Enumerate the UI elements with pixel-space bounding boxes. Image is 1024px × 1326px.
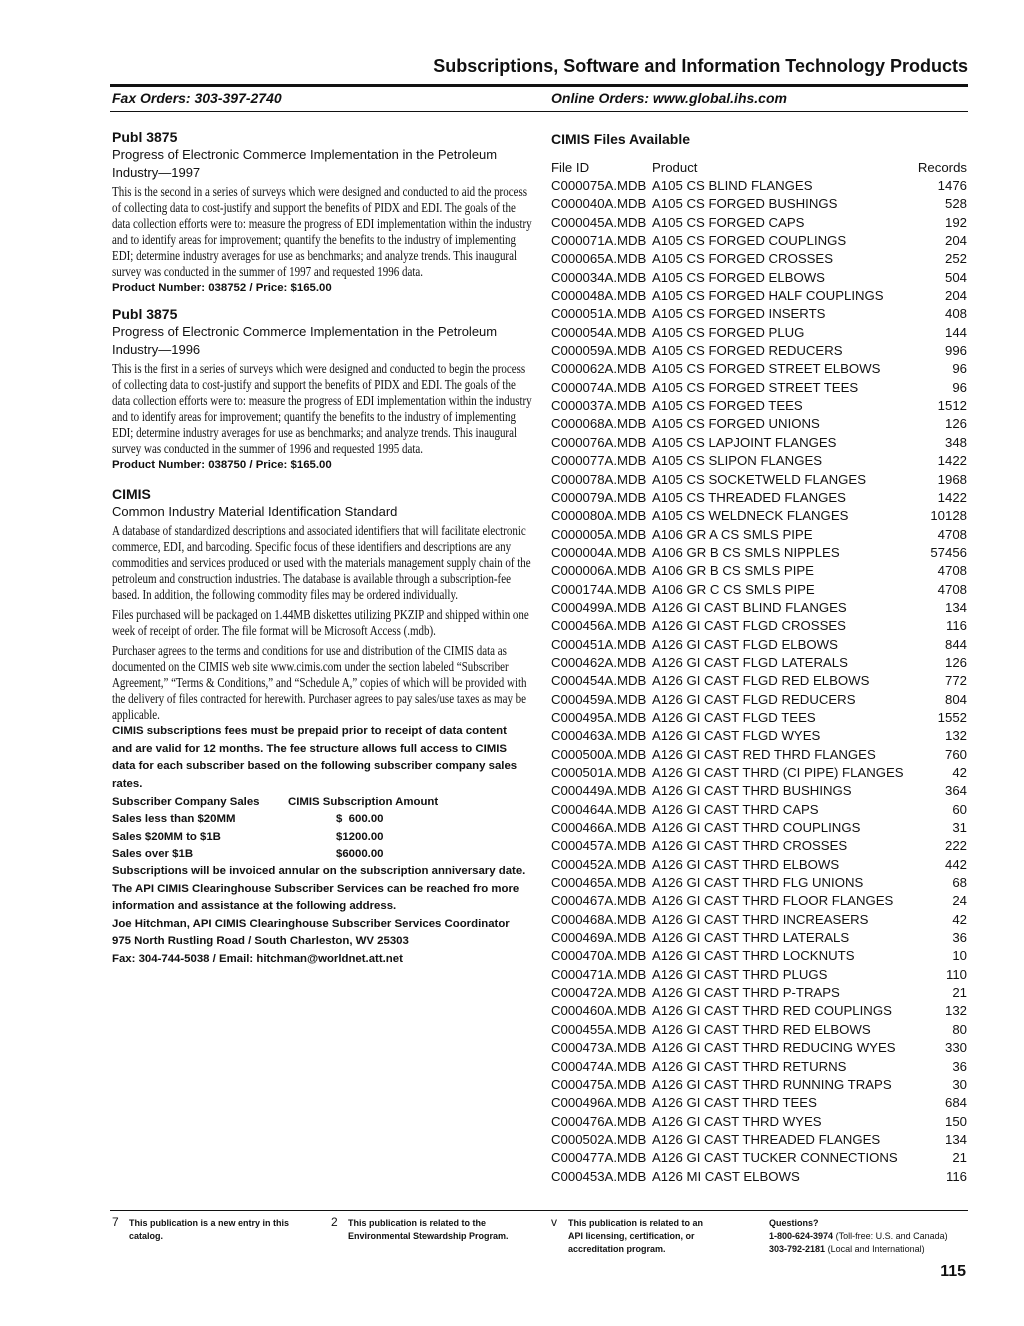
table-row bbox=[551, 1149, 967, 1167]
file-id-cell: C000459A.MDB bbox=[551, 691, 647, 707]
records-cell: 772 bbox=[944, 673, 967, 689]
table-row bbox=[551, 910, 967, 928]
table-row bbox=[551, 598, 967, 616]
product-cell: A126 GI CAST THRD LOCKNUTS bbox=[652, 948, 855, 964]
product-cell: A106 GR C CS SMLS PIPE bbox=[652, 581, 815, 597]
records-cell: 126 bbox=[944, 416, 967, 432]
product-cell: A126 GI CAST THRD TEES bbox=[652, 1095, 817, 1111]
fee-header-amount: CIMIS Subscription Amount bbox=[288, 795, 439, 808]
page-number: 115 bbox=[940, 1263, 966, 1280]
file-id-cell: C000502A.MDB bbox=[551, 1131, 647, 1147]
file-id-cell: C000040A.MDB bbox=[551, 196, 647, 212]
records-cell: 30 bbox=[952, 1076, 967, 1092]
contact-note: Subscriptions will be invoiced annular on the subscription anniversary date. The API CIMIS Clearinghouse Subscriber Services can be reached fro more information and assistance at the following address. bbox=[112, 865, 526, 912]
records-cell: 4708 bbox=[937, 563, 967, 579]
product-cell: A126 GI CAST FLGD RED ELBOWS bbox=[652, 673, 870, 689]
product-cell: A105 CS FORGED PLUG bbox=[652, 324, 805, 340]
phone-local-note: (Local and International) bbox=[827, 1244, 925, 1254]
records-cell: 204 bbox=[944, 233, 967, 249]
table-row bbox=[551, 782, 967, 800]
product-cell: A126 GI CAST THRD RETURNS bbox=[652, 1058, 847, 1074]
fee-amount: $ 600.00 bbox=[336, 813, 384, 826]
file-id-cell: C000469A.MDB bbox=[551, 930, 647, 946]
fee-table bbox=[112, 793, 438, 863]
table-row bbox=[551, 360, 967, 378]
table-row bbox=[551, 800, 967, 818]
fee-sales: Sales less than $20MM bbox=[112, 813, 236, 826]
records-cell: 1552 bbox=[937, 709, 967, 725]
records-cell: 1512 bbox=[937, 398, 967, 414]
file-id-cell: C000460A.MDB bbox=[551, 1003, 647, 1019]
records-cell: 760 bbox=[944, 746, 967, 762]
records-cell: 204 bbox=[944, 288, 967, 304]
table-row bbox=[551, 488, 967, 506]
records-cell: 134 bbox=[944, 599, 967, 615]
records-cell: 1476 bbox=[937, 178, 967, 194]
file-id-cell: C000471A.MDB bbox=[551, 966, 647, 982]
product-number: Product Number: 038750 / Price: $165.00 bbox=[112, 458, 332, 471]
phone-tollfree: 1-800-624-3974 bbox=[769, 1231, 834, 1241]
table-row bbox=[551, 415, 967, 433]
table-row bbox=[551, 690, 967, 708]
records-cell: 96 bbox=[952, 379, 967, 395]
table-row bbox=[551, 525, 967, 543]
product-cell: A126 GI CAST THRD RED COUPLINGS bbox=[652, 1003, 892, 1019]
table-row bbox=[551, 727, 967, 745]
product-cell: A126 GI CAST THRD COUPLINGS bbox=[652, 820, 861, 836]
table-row bbox=[551, 396, 967, 414]
table-row bbox=[551, 873, 967, 891]
section-title: Publ 3875 bbox=[112, 305, 178, 322]
table-row bbox=[551, 818, 967, 836]
file-id-cell: C000466A.MDB bbox=[551, 820, 647, 836]
file-id-cell: C000496A.MDB bbox=[551, 1095, 647, 1111]
right-column bbox=[551, 130, 967, 1185]
records-cell: 57456 bbox=[930, 544, 967, 560]
file-id-cell: C000077A.MDB bbox=[551, 453, 647, 469]
file-id-cell: C000076A.MDB bbox=[551, 434, 647, 450]
records-cell: 252 bbox=[944, 251, 967, 267]
section-subtitle: Progress of Electronic Commerce Implementation in the Petroleum Industry—1996 bbox=[112, 323, 498, 357]
product-cell: A126 GI CAST FLGD CROSSES bbox=[652, 618, 846, 634]
product-cell: A105 CS THREADED FLANGES bbox=[652, 489, 846, 505]
table-row bbox=[551, 1167, 967, 1185]
page-title: Subscriptions, Software and Information Technology Products bbox=[433, 56, 968, 76]
section-title: Publ 3875 bbox=[112, 129, 178, 145]
fee-sales: Sales over $1B bbox=[112, 848, 194, 861]
publ-1997 bbox=[112, 129, 532, 298]
records-cell: 442 bbox=[944, 856, 967, 872]
fee-row bbox=[112, 846, 438, 864]
records-cell: 504 bbox=[944, 269, 967, 285]
records-cell: 996 bbox=[944, 343, 967, 359]
records-cell: 408 bbox=[944, 306, 967, 322]
footer-note-text: This publication is related to an API licensing, certification, or accreditation program. bbox=[568, 1218, 704, 1254]
product-cell: A126 GI CAST THRD RUNNING TRAPS bbox=[652, 1076, 892, 1092]
file-id-cell: C000054A.MDB bbox=[551, 324, 647, 340]
file-id-cell: C000473A.MDB bbox=[551, 1040, 647, 1056]
file-id-cell: C000456A.MDB bbox=[551, 618, 647, 634]
file-id-cell: C000470A.MDB bbox=[551, 948, 647, 964]
table-row bbox=[551, 341, 967, 359]
table-row bbox=[551, 745, 967, 763]
questions-block bbox=[769, 1217, 969, 1256]
table-body bbox=[551, 176, 967, 1185]
table-row bbox=[551, 1130, 967, 1148]
table-row bbox=[551, 176, 967, 194]
records-cell: 60 bbox=[952, 801, 967, 817]
records-cell: 21 bbox=[952, 985, 967, 1001]
file-id-cell: C000475A.MDB bbox=[551, 1076, 647, 1092]
records-cell: 132 bbox=[944, 728, 967, 744]
section-body: This is the first in a series of surveys which were designed and conducted to begin the process of collecting data to cost-justify and support the benefits of PIDX and EDI. The goals of the data collection efforts were to: measure the progress of EDI implementation within the industry and to identify areas for improvement; quantify the benefits to the industry of implementing EDI; determine industry averages for use as benchmarks; and analyze trends. This inaugural survey was conducted in the summer of 1996 and requested 1995 data. bbox=[112, 360, 532, 456]
product-cell: A106 GR B CS SMLS PIPE bbox=[652, 563, 814, 579]
file-id-cell: C000051A.MDB bbox=[551, 306, 647, 322]
product-cell: A106 GR B CS SMLS NIPPLES bbox=[652, 544, 840, 560]
table-row bbox=[551, 1112, 967, 1130]
table-row bbox=[551, 543, 967, 561]
records-cell: 134 bbox=[944, 1131, 967, 1147]
records-cell: 42 bbox=[952, 911, 967, 927]
left-column bbox=[112, 129, 532, 968]
file-id-cell: C000476A.MDB bbox=[551, 1113, 647, 1129]
phone-tollfree-note: (Toll-free: U.S. and Canada) bbox=[835, 1231, 948, 1241]
product-cell: A126 GI CAST THRD PLUGS bbox=[652, 966, 828, 982]
phone-local: 303-792-2181 bbox=[769, 1244, 826, 1254]
table-header bbox=[551, 158, 967, 176]
cimis-paragraph-1: A database of standardized descriptions and associated identifiers that will facilitate electronic commerce, EDI, and barcoding. Specific focus of these identifiers and descriptions are any commodities and services produced or used with the materials management supply chain of the petroleum and construction industries. The database is available through a subscription-fee based. In addition, the following commodity files may be ordered individually. bbox=[112, 523, 531, 602]
table-row bbox=[551, 892, 967, 910]
records-cell: 192 bbox=[944, 214, 967, 230]
fees-note: CIMIS subscriptions fees must be prepaid prior to receipt of data content and are valid for 12 months. The fee structure allows full access to CIMIS data for each subscriber based on the following subscriber company sales rates. bbox=[112, 725, 518, 790]
file-id-cell: C000075A.MDB bbox=[551, 178, 647, 194]
product-cell: A126 GI CAST THREADED FLANGES bbox=[652, 1131, 881, 1147]
product-cell: A105 CS FORGED HALF COUPLINGS bbox=[652, 288, 884, 304]
section-body: This is the second in a series of surveys which were designed and conducted to aid the process of collecting data to cost-justify and support the benefits of PIDX and EDI. The goals of the data collection efforts were to: measure the progress of EDI implementation within the industry and to identify areas for improvement; quantify the benefits to the industry of implementing EDI; determine industry averages for use as benchmarks; and analyze trends. This inaugural survey was conducted in the summer of 1997 and requested 1996 data. bbox=[112, 184, 532, 279]
contact-name: Joe Hitchman, API CIMIS Clearinghouse Subscriber Services Coordinator bbox=[112, 917, 510, 930]
file-id-cell: C000005A.MDB bbox=[551, 526, 647, 542]
file-id-cell: C000045A.MDB bbox=[551, 214, 647, 230]
product-cell: A105 CS FORGED UNIONS bbox=[652, 416, 820, 432]
table-row bbox=[551, 635, 967, 653]
product-cell: A126 GI CAST THRD REDUCING WYES bbox=[652, 1040, 896, 1056]
table-row bbox=[551, 305, 967, 323]
records-cell: 116 bbox=[945, 1168, 967, 1184]
footer-note-text: This publication is a new entry in this catalog. bbox=[129, 1218, 290, 1241]
fee-header-sales: Subscriber Company Sales bbox=[112, 795, 260, 808]
file-id-cell: C000059A.MDB bbox=[551, 343, 647, 359]
product-cell: A126 GI CAST THRD WYES bbox=[652, 1113, 822, 1129]
records-cell: 42 bbox=[952, 765, 967, 781]
product-cell: A105 CS FORGED INSERTS bbox=[652, 306, 826, 322]
file-id-cell: C000468A.MDB bbox=[551, 911, 647, 927]
records-cell: 222 bbox=[944, 838, 967, 854]
records-cell: 1422 bbox=[937, 489, 967, 505]
records-cell: 844 bbox=[944, 636, 967, 652]
records-cell: 144 bbox=[944, 324, 967, 340]
records-cell: 150 bbox=[944, 1113, 967, 1129]
records-cell: 68 bbox=[952, 875, 967, 891]
records-cell: 4708 bbox=[937, 581, 967, 597]
file-id-cell: C000048A.MDB bbox=[551, 288, 647, 304]
cimis-files-title: CIMIS Files Available bbox=[551, 131, 691, 147]
product-cell: A105 CS FORGED BUSHINGS bbox=[652, 196, 838, 212]
file-id-cell: C000477A.MDB bbox=[551, 1150, 647, 1166]
product-cell: A126 GI CAST FLGD ELBOWS bbox=[652, 636, 838, 652]
table-row bbox=[551, 763, 967, 781]
contact-address: 975 North Rustling Road / South Charleston, WV 25303 bbox=[112, 935, 409, 947]
subheader-rule bbox=[110, 111, 968, 112]
product-cell: A126 GI CAST THRD (CI PIPE) FLANGES bbox=[652, 765, 904, 781]
records-cell: 116 bbox=[945, 618, 967, 634]
file-id-cell: C000464A.MDB bbox=[551, 801, 647, 817]
product-cell: A105 CS FORGED STREET TEES bbox=[652, 379, 859, 395]
file-id-cell: C000472A.MDB bbox=[551, 985, 647, 1001]
fee-table-header bbox=[112, 793, 438, 811]
fee-amount: $1200.00 bbox=[336, 830, 384, 843]
records-cell: 80 bbox=[952, 1021, 967, 1037]
records-cell: 364 bbox=[944, 783, 967, 799]
table-row bbox=[551, 947, 967, 965]
product-cell: A105 CS FORGED CROSSES bbox=[652, 251, 834, 267]
file-id-cell: C000474A.MDB bbox=[551, 1058, 647, 1074]
table-row bbox=[551, 562, 967, 580]
table-row bbox=[551, 323, 967, 341]
fee-row bbox=[112, 811, 438, 829]
file-id-cell: C000451A.MDB bbox=[551, 636, 647, 652]
records-cell: 1968 bbox=[937, 471, 967, 487]
records-cell: 21 bbox=[952, 1150, 967, 1166]
records-cell: 36 bbox=[952, 930, 967, 946]
table-row bbox=[551, 250, 967, 268]
product-cell: A106 GR A CS SMLS PIPE bbox=[652, 526, 813, 542]
fee-row bbox=[112, 828, 438, 846]
records-cell: 36 bbox=[952, 1058, 967, 1074]
records-cell: 348 bbox=[944, 434, 967, 450]
records-cell: 1422 bbox=[937, 453, 967, 469]
table-row bbox=[551, 1039, 967, 1057]
product-cell: A105 CS SLIPON FLANGES bbox=[652, 453, 823, 469]
product-cell: A126 GI CAST FLGD REDUCERS bbox=[652, 691, 856, 707]
records-cell: 10 bbox=[952, 948, 967, 964]
file-id-cell: C000078A.MDB bbox=[551, 471, 647, 487]
online-orders: Online Orders: www.global.ihs.com bbox=[551, 90, 787, 106]
table-row bbox=[551, 708, 967, 726]
records-cell: 528 bbox=[944, 196, 967, 212]
product-cell: A126 GI CAST THRD FLOOR FLANGES bbox=[652, 893, 894, 909]
cimis-paragraph-2: Files purchased will be packaged on 1.44MB diskettes utilizing PKZIP and shipped within one week of receipt of order. The file format will be Microsoft Access (.mdb). bbox=[112, 607, 529, 638]
product-cell: A126 GI CAST RED THRD FLANGES bbox=[652, 746, 876, 762]
file-id-cell: C000457A.MDB bbox=[551, 838, 647, 854]
file-id-cell: C000452A.MDB bbox=[551, 856, 647, 872]
table-row bbox=[551, 1094, 967, 1112]
file-id-cell: C000453A.MDB bbox=[551, 1168, 647, 1184]
file-id-cell: C000037A.MDB bbox=[551, 398, 647, 414]
questions-label: Questions? bbox=[769, 1218, 819, 1228]
table-row bbox=[551, 1002, 967, 1020]
file-id-cell: C000071A.MDB bbox=[551, 233, 647, 249]
records-cell: 4708 bbox=[937, 526, 967, 542]
table-row bbox=[551, 231, 967, 249]
section-subtitle: Progress of Electronic Commerce Implementation in the Petroleum Industry—1997 bbox=[112, 147, 498, 180]
records-cell: 31 bbox=[952, 820, 967, 836]
new-entry-icon: 7 bbox=[112, 1215, 119, 1229]
product-cell: A105 CS FORGED TEES bbox=[652, 398, 803, 414]
file-id-cell: C000500A.MDB bbox=[551, 746, 647, 762]
product-cell: A105 CS FORGED REDUCERS bbox=[652, 343, 843, 359]
product-cell: A126 GI CAST THRD CROSSES bbox=[652, 838, 848, 854]
cimis-paragraph-3: Purchaser agrees to the terms and conditions for use and distribution of the CIMIS data as documented on the CIMIS web site www.cimis.com under the section labeled “Subscriber Agreement,” “Terms & Conditions,” and “Schedule A,” copies of which will be provided with the delivery of files contracted for herewith. Purchaser agrees to pay sales/use taxes as may be applicable. bbox=[112, 643, 527, 722]
table-row bbox=[551, 617, 967, 635]
product-cell: A105 CS SOCKETWELD FLANGES bbox=[652, 471, 866, 487]
file-id-cell: C000462A.MDB bbox=[551, 654, 647, 670]
product-cell: A126 GI CAST TUCKER CONNECTIONS bbox=[652, 1150, 898, 1166]
contact-fax-email: Fax: 304-744-5038 / Email: hitchman@worldnet.att.net bbox=[112, 952, 403, 965]
table-row bbox=[551, 195, 967, 213]
file-id-cell: C000004A.MDB bbox=[551, 544, 647, 560]
table-row bbox=[551, 378, 967, 396]
file-id-cell: C000495A.MDB bbox=[551, 709, 647, 725]
product-cell: A105 CS FORGED STREET ELBOWS bbox=[652, 361, 881, 377]
product-cell: A126 GI CAST THRD FLG UNIONS bbox=[652, 875, 864, 891]
publ-1996 bbox=[112, 305, 532, 475]
file-id-cell: C000080A.MDB bbox=[551, 508, 647, 524]
file-id-cell: C000463A.MDB bbox=[551, 728, 647, 744]
table-row bbox=[551, 965, 967, 983]
records-cell: 126 bbox=[944, 654, 967, 670]
table-row bbox=[551, 1075, 967, 1093]
product-cell: A105 CS LAPJOINT FLANGES bbox=[652, 434, 837, 450]
table-row bbox=[551, 268, 967, 286]
file-id-cell: C000074A.MDB bbox=[551, 379, 647, 395]
table-row bbox=[551, 286, 967, 304]
product-cell: A126 GI CAST BLIND FLANGES bbox=[652, 599, 847, 615]
records-cell: 804 bbox=[944, 691, 967, 707]
section-title: CIMIS bbox=[112, 486, 151, 502]
file-id-cell: C000062A.MDB bbox=[551, 361, 647, 377]
table-row bbox=[551, 580, 967, 598]
table-row bbox=[551, 653, 967, 671]
table-row bbox=[551, 433, 967, 451]
records-cell: 24 bbox=[952, 893, 967, 909]
records-cell: 132 bbox=[944, 1003, 967, 1019]
fee-sales: Sales $20MM to $1B bbox=[112, 830, 221, 843]
file-id-cell: C000449A.MDB bbox=[551, 783, 647, 799]
product-cell: A105 CS FORGED CAPS bbox=[652, 214, 805, 230]
footer-rule bbox=[110, 1210, 968, 1211]
product-cell: A126 GI CAST THRD ELBOWS bbox=[652, 856, 840, 872]
table-row bbox=[551, 507, 967, 525]
licensing-icon: v bbox=[551, 1215, 557, 1229]
file-id-cell: C000454A.MDB bbox=[551, 673, 647, 689]
product-cell: A105 CS FORGED ELBOWS bbox=[652, 269, 825, 285]
records-cell: 96 bbox=[952, 361, 967, 377]
file-id-cell: C000501A.MDB bbox=[551, 765, 647, 781]
column-records: Records bbox=[917, 159, 967, 175]
product-cell: A126 GI CAST THRD P-TRAPS bbox=[652, 985, 840, 1001]
table-row bbox=[551, 837, 967, 855]
product-cell: A105 CS BLIND FLANGES bbox=[652, 178, 813, 194]
table-row bbox=[551, 983, 967, 1001]
table-row bbox=[551, 1020, 967, 1038]
records-cell: 110 bbox=[945, 966, 967, 982]
environment-icon: 2 bbox=[331, 1215, 338, 1229]
table-row bbox=[551, 213, 967, 231]
table-row bbox=[551, 928, 967, 946]
records-cell: 10128 bbox=[930, 508, 967, 524]
cimis-files-table bbox=[551, 158, 967, 1185]
product-cell: A105 CS FORGED COUPLINGS bbox=[652, 233, 847, 249]
product-cell: A126 GI CAST THRD RED ELBOWS bbox=[652, 1021, 871, 1037]
file-id-cell: C000455A.MDB bbox=[551, 1021, 647, 1037]
product-cell: A126 GI CAST THRD INCREASERS bbox=[652, 911, 869, 927]
file-id-cell: C000079A.MDB bbox=[551, 489, 647, 505]
column-file-id: File ID bbox=[551, 159, 590, 175]
fee-amount: $6000.00 bbox=[336, 848, 384, 861]
file-id-cell: C000065A.MDB bbox=[551, 251, 647, 267]
table-row bbox=[551, 672, 967, 690]
file-id-cell: C000068A.MDB bbox=[551, 416, 647, 432]
table-row bbox=[551, 452, 967, 470]
column-product: Product bbox=[652, 159, 698, 175]
product-cell: A126 GI CAST FLGD TEES bbox=[652, 709, 816, 725]
product-cell: A126 GI CAST FLGD LATERALS bbox=[652, 654, 848, 670]
product-cell: A126 GI CAST FLGD WYES bbox=[652, 728, 821, 744]
table-row bbox=[551, 470, 967, 488]
file-id-cell: C000467A.MDB bbox=[551, 893, 647, 909]
product-cell: A126 GI CAST THRD LATERALS bbox=[652, 930, 850, 946]
table-row bbox=[551, 855, 967, 873]
table-row bbox=[551, 1057, 967, 1075]
file-id-cell: C000034A.MDB bbox=[551, 269, 647, 285]
file-id-cell: C000499A.MDB bbox=[551, 599, 647, 615]
file-id-cell: C000174A.MDB bbox=[551, 581, 647, 597]
file-id-cell: C000465A.MDB bbox=[551, 875, 647, 891]
product-cell: A126 MI CAST ELBOWS bbox=[652, 1168, 800, 1184]
product-cell: A126 GI CAST THRD CAPS bbox=[652, 801, 819, 817]
records-cell: 330 bbox=[944, 1040, 967, 1056]
product-cell: A126 GI CAST THRD BUSHINGS bbox=[652, 783, 852, 799]
fax-orders: Fax Orders: 303-397-2740 bbox=[112, 90, 282, 106]
header-rule bbox=[110, 84, 968, 87]
product-cell: A105 CS WELDNECK FLANGES bbox=[652, 508, 849, 524]
cimis-section bbox=[112, 486, 531, 968]
section-subtitle: Common Industry Material Identification Standard bbox=[112, 504, 398, 519]
product-number: Product Number: 038752 / Price: $165.00 bbox=[112, 282, 332, 294]
file-id-cell: C000006A.MDB bbox=[551, 563, 647, 579]
records-cell: 684 bbox=[944, 1095, 967, 1111]
footer-note-text: This publication is related to the Environmental Stewardship Program. bbox=[348, 1218, 509, 1241]
